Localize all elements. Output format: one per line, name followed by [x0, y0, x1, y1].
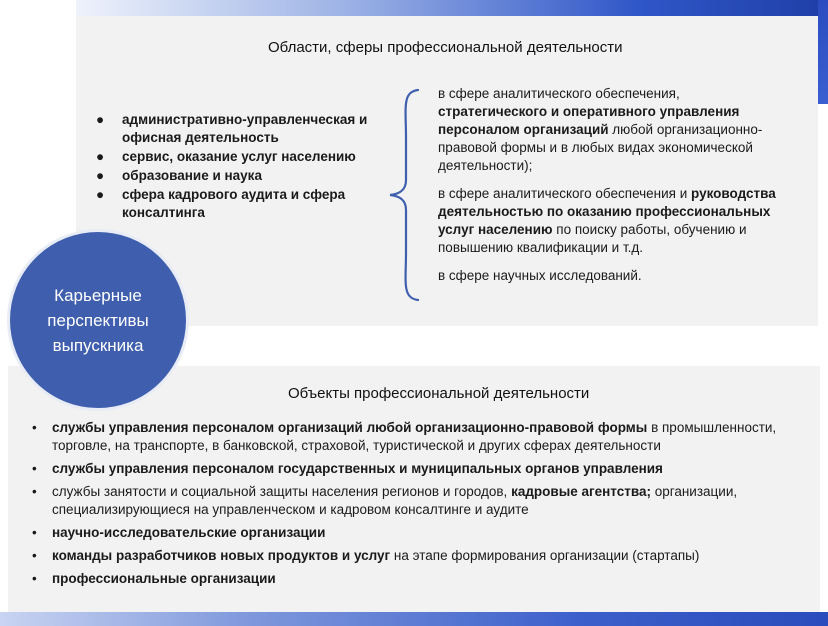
bullet-icon: •: [32, 571, 37, 586]
list-item: • службы управления персоналом организаций любой организационно-правовой формы в промышленности, торговле, на транспорте, в банковской, страховой, туристической и других сферах деятельности: [32, 420, 777, 453]
bullet-icon: ●: [96, 187, 105, 202]
list-item: • профессиональные организации: [32, 571, 276, 586]
list-item: • научно-исследовательские организации: [32, 525, 326, 540]
bullet-icon: ●: [96, 168, 105, 183]
list-item: • службы управления персоналом государственных и муниципальных органов управления: [32, 461, 663, 476]
area-paragraph: в сфере научных исследований.: [438, 268, 642, 283]
areas-bullet-list: [92, 111, 382, 223]
bullet-icon: •: [32, 548, 37, 563]
objects-heading: Объекты профессиональной деятельности: [288, 385, 590, 402]
bottom-decor-band: [0, 612, 828, 626]
curly-brace-icon: [384, 88, 424, 302]
circle-label: Карьерные перспективы выпускника: [47, 285, 149, 355]
list-item: ● административно-управленческая и офисная деятельность: [96, 112, 368, 145]
areas-description: [438, 85, 790, 295]
list-item: ● образование и наука: [96, 168, 262, 183]
bullet-icon: •: [32, 484, 37, 499]
bullet-icon: •: [32, 461, 37, 476]
list-item: • команды разработчиков новых продуктов и услуг на этапе формирования организации (стартапы): [32, 548, 700, 563]
area-paragraph: в сфере аналитического обеспечения, стратегического и оперативного управления персоналом организаций любой организационно-правовой формы и в любых видах экономической деятельности);: [438, 86, 763, 173]
top-decor-band: [76, 0, 828, 16]
objects-bullet-list: [28, 419, 812, 593]
bullet-icon: •: [32, 420, 37, 435]
career-prospects-circle: [7, 229, 189, 411]
list-item: • службы занятости и социальной защиты населения регионов и городов, кадровые агентства; организации, специализирующиеся на управленческом и кадровом консалтинге и аудите: [32, 484, 738, 517]
right-decor-band: [818, 0, 828, 104]
areas-heading: Области, сферы профессиональной деятельности: [268, 39, 623, 56]
bullet-icon: •: [32, 525, 37, 540]
bullet-icon: ●: [96, 112, 105, 127]
list-item: ● сервис, оказание услуг населению: [96, 149, 356, 164]
list-item: ● сфера кадрового аудита и сфера консалтинга: [96, 187, 346, 220]
bullet-icon: ●: [96, 149, 105, 164]
area-paragraph: в сфере аналитического обеспечения и руководства деятельностью по оказанию профессиональных услуг населению по поиску работы, обучению и повышению квалификации и т.д.: [438, 186, 776, 255]
